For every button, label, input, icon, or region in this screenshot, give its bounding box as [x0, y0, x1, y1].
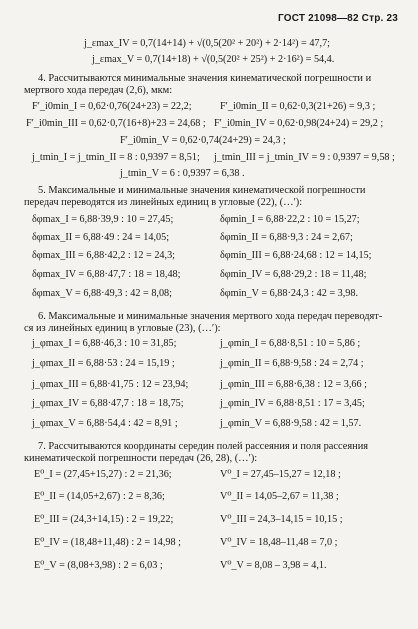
equation-line: δφmax_III = 6,88·42,2 : 12 = 24,3; [32, 250, 175, 261]
equation-line: δφmin_IV = 6,88·29,2 : 18 = 11,48; [220, 269, 367, 280]
paragraph-line: мертвого хода передач (2,6), мкм: [24, 85, 173, 96]
equation-line: V⁰_V = 8,08 – 3,98 = 4,1. [220, 560, 327, 571]
equation-line: j_φmax_I = 6,88·46,3 : 10 = 31,85; [32, 338, 177, 349]
equation-line: V⁰_I = 27,45–15,27 = 12,18 ; [220, 469, 341, 480]
equation-line: j_φmax_III = 6,88·41,75 : 12 = 23,94; [32, 379, 189, 390]
equation-line: F′_i0min_V = 0,62·0,74(24+29) = 24,3 ; [120, 135, 286, 146]
paragraph-line: ся из линейных единиц в угловые (23), (…′): [24, 323, 221, 334]
equation-line: j_φmin_IV = 6,88·8,51 : 17 = 3,45; [220, 398, 365, 409]
section-heading: 7. Рассчитываются координаты середин полей рассеяния и поля рассеяния [38, 441, 369, 452]
equation-line: δφmax_V = 6,88·49,3 : 42 = 8,08; [32, 288, 172, 299]
equation-line: δφmin_V = 6,88·24,3 : 42 = 3,98. [220, 288, 359, 299]
equation-line: j_φmin_V = 6,88·9,58 : 42 = 1,57. [220, 418, 362, 429]
equation-line: δφmax_IV = 6,88·47,7 : 18 = 18,48; [32, 269, 181, 280]
equation-line: V⁰_IV = 18,48–11,48 = 7,0 ; [220, 537, 338, 548]
equation-line: δφmax_II = 6,88·49 : 24 = 14,05; [32, 232, 170, 243]
equation-line: F′_i0min_II = 0,62·0,3(21+26) = 9,3 ; [220, 101, 376, 112]
equation-line: V⁰_II = 14,05–2,67 = 11,38 ; [220, 491, 339, 502]
equation-line: δφmin_II = 6,88·9,3 : 24 = 2,67; [220, 232, 353, 243]
equation-line: j_tmin_III = j_tmin_IV = 9 : 0,9397 = 9,58 ; [214, 152, 395, 163]
paragraph-line: передач переводятся из линейных единиц в угловые (22), (…′): [24, 197, 303, 208]
section-heading: 6. Максимальные и минимальные значения мертвого хода передач переводят- [38, 311, 383, 322]
equation-line: j_εmax_V = 0,7(14+18) + √(0,5(20² + 25²) + 2·16²) = 54,4. [92, 54, 335, 65]
equation-line: V⁰_III = 24,3–14,15 = 10,15 ; [220, 514, 343, 525]
equation-line: j_φmin_I = 6,88·8,51 : 10 = 5,86 ; [220, 338, 361, 349]
page-header: ГОСТ 21098—82 Стр. 23 [278, 13, 398, 24]
equation-line: E⁰_III = (24,3+14,15) : 2 = 19,22; [34, 514, 174, 525]
section-heading: 4. Рассчитываются минимальные значения кинематической погрешности и [38, 73, 372, 84]
equation-line: j_εmax_IV = 0,7(14+14) + √(0,5(20² + 20²) + 2·14²) = 47,7; [84, 38, 331, 49]
equation-line: j_tmin_V = 6 : 0,9397 = 6,38 . [120, 168, 245, 179]
equation-line: F′_i0min_III = 0,62·0,7(16+8)+23 = 24,68 ; [26, 118, 206, 129]
equation-line: j_φmin_II = 6,88·9,58 : 24 = 2,74 ; [220, 358, 364, 369]
paragraph-line: кинематической погрешности передач (26, 28), (…′): [24, 453, 258, 464]
equation-line: j_φmin_III = 6,88·6,38 : 12 = 3,66 ; [220, 379, 367, 390]
equation-line: E⁰_I = (27,45+15,27) : 2 = 21,36; [34, 469, 172, 480]
equation-line: j_tmin_I = j_tmin_II = 8 : 0,9397 = 8,51; [32, 152, 200, 163]
equation-line: j_φmax_II = 6,88·53 : 24 = 15,19 ; [32, 358, 175, 369]
equation-line: F′_i0min_I = 0,62·0,76(24+23) = 22,2; [32, 101, 192, 112]
equation-line: δφmin_III = 6,88·24,68 : 12 = 14,15; [220, 250, 372, 261]
equation-line: E⁰_II = (14,05+2,67) : 2 = 8,36; [34, 491, 165, 502]
equation-line: δφmax_I = 6,88·39,9 : 10 = 27,45; [32, 214, 174, 225]
equation-line: F′_i0min_IV = 0,62·0,98(24+24) = 29,2 ; [214, 118, 384, 129]
equation-line: j_φmax_IV = 6,88·47,7 : 18 = 18,75; [32, 398, 184, 409]
section-heading: 5. Максимальные и минимальные значения кинематической погрешности [38, 185, 366, 196]
equation-line: E⁰_IV = (18,48+11,48) : 2 = 14,98 ; [34, 537, 181, 548]
equation-line: j_φmax_V = 6,88·54,4 : 42 = 8,91 ; [32, 418, 178, 429]
equation-line: δφmin_I = 6,88·22,2 : 10 = 15,27; [220, 214, 360, 225]
equation-line: E⁰_V = (8,08+3,98) : 2 = 6,03 ; [34, 560, 163, 571]
